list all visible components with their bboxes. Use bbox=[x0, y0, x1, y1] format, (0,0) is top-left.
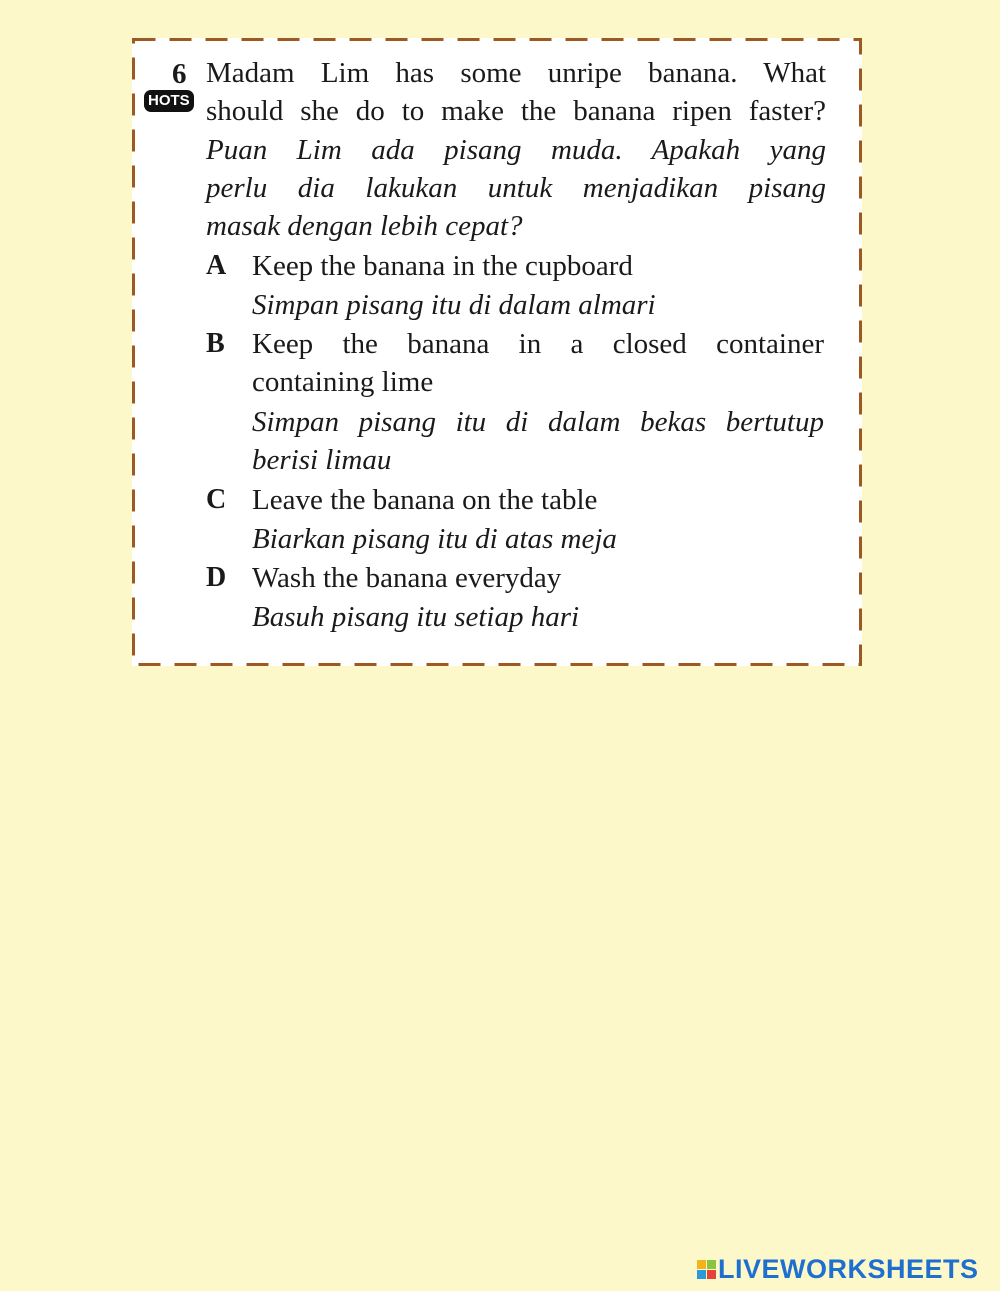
option-d-text[interactable]: Wash the banana everyday bbox=[252, 562, 562, 594]
option-b-translation-cont: berisi limau bbox=[252, 444, 392, 476]
option-b-text-cont[interactable]: containing lime bbox=[252, 366, 434, 398]
liveworksheets-logo[interactable] bbox=[697, 1254, 979, 1285]
hots-badge: HOTS bbox=[144, 90, 194, 112]
option-b-translation: Simpan pisang itu di dalam bekas bertutup bbox=[252, 406, 824, 438]
option-d-letter: D bbox=[206, 562, 227, 593]
question-translation-line: masak dengan lebih cepat? bbox=[206, 210, 523, 242]
question-text-line: should she do to make the banana ripen faster? bbox=[206, 95, 826, 127]
brand-name: LIVEWORKSHEETS bbox=[718, 1254, 979, 1284]
option-d-translation: Basuh pisang itu setiap hari bbox=[252, 601, 580, 633]
option-a-letter: A bbox=[206, 250, 227, 281]
option-c-translation: Biarkan pisang itu di atas meja bbox=[252, 523, 617, 555]
option-c-text[interactable]: Leave the banana on the table bbox=[252, 484, 598, 516]
option-b-letter: B bbox=[206, 328, 225, 359]
question-translation-line: perlu dia lakukan untuk menjadikan pisang bbox=[206, 172, 826, 204]
option-a-text[interactable]: Keep the banana in the cupboard bbox=[252, 250, 633, 282]
option-a-translation: Simpan pisang itu di dalam almari bbox=[252, 289, 656, 321]
question-translation-line: Puan Lim ada pisang muda. Apakah yang bbox=[206, 134, 826, 166]
option-c-letter: C bbox=[206, 484, 227, 515]
question-card bbox=[132, 38, 862, 666]
option-b-text[interactable]: Keep the banana in a closed container bbox=[252, 328, 824, 360]
question-number: 6 bbox=[172, 58, 187, 90]
liveworksheets-grid-icon bbox=[697, 1260, 716, 1279]
question-text-line: Madam Lim has some unripe banana. What bbox=[206, 57, 826, 89]
